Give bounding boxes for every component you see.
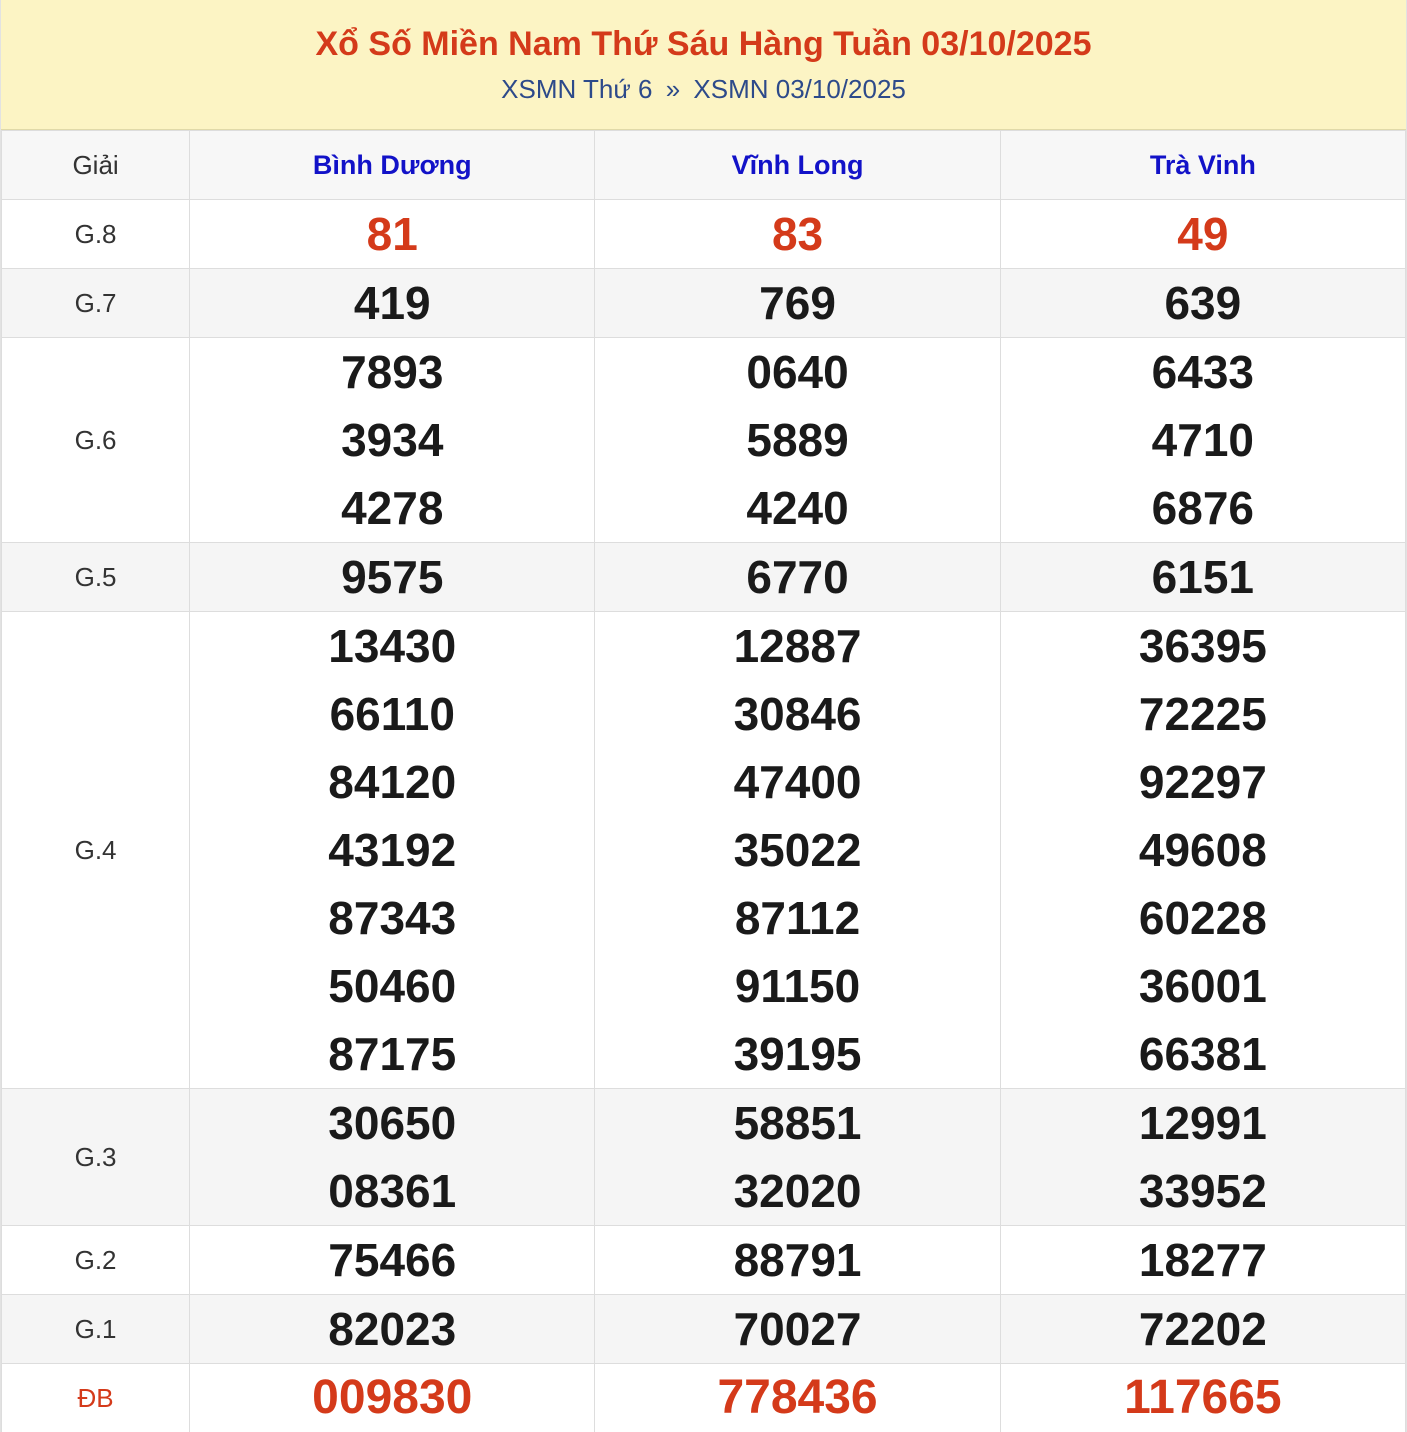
- breadcrumb-link-date[interactable]: XSMN 03/10/2025: [693, 74, 906, 104]
- prize-cell: [595, 543, 1000, 612]
- prize-cell: [595, 269, 1000, 338]
- prize-cell: [595, 338, 1000, 543]
- prize-cell: [595, 612, 1000, 1089]
- prize-cell: [190, 1226, 595, 1295]
- prize-cell: [1000, 612, 1405, 1089]
- prize-number: 117665: [1124, 1371, 1282, 1424]
- prize-number: 778436: [717, 1371, 878, 1424]
- prize-cell: [1000, 200, 1405, 269]
- prize-number: 75466: [328, 1234, 457, 1286]
- province-header[interactable]: Bình Dương: [190, 131, 595, 200]
- prize-number: 87343: [328, 892, 457, 944]
- prize-number: 60228: [1138, 892, 1267, 944]
- prize-label: G.5: [2, 543, 190, 612]
- prize-number: 3934: [341, 414, 444, 466]
- table-row: [2, 1295, 1406, 1364]
- prize-label: G.6: [2, 338, 190, 543]
- prize-number: 39195: [733, 1028, 862, 1080]
- table-row: [2, 543, 1406, 612]
- prize-number: 009830: [312, 1371, 473, 1424]
- prize-number: 66110: [329, 688, 455, 740]
- prize-number: 66381: [1138, 1028, 1267, 1080]
- prize-label: G.3: [2, 1089, 190, 1226]
- table-row: [2, 612, 1406, 1089]
- prize-number: 6151: [1151, 551, 1255, 603]
- prize-label: G.2: [2, 1226, 190, 1295]
- prize-label: G.4: [2, 612, 190, 1089]
- table-row: [2, 1364, 1406, 1432]
- prize-number: 72225: [1138, 688, 1267, 740]
- prize-cell: [595, 1089, 1000, 1226]
- prize-number: 49608: [1138, 824, 1267, 876]
- prize-cell: [1000, 1089, 1405, 1226]
- prize-number: 08361: [328, 1165, 457, 1217]
- prize-number: 58851: [733, 1097, 862, 1149]
- table-row: [2, 338, 1406, 543]
- prize-label: G.7: [2, 269, 190, 338]
- table-row: [2, 1089, 1406, 1226]
- prize-cell: [595, 1364, 1000, 1432]
- prize-label: G.8: [2, 200, 190, 269]
- table-row: [2, 200, 1406, 269]
- prize-cell: [595, 1295, 1000, 1364]
- prize-cell: [190, 1089, 595, 1226]
- table-row: [2, 269, 1406, 338]
- results-header: [1, 0, 1406, 130]
- prize-cell: [595, 1226, 1000, 1295]
- prize-cell: [1000, 1226, 1405, 1295]
- prize-number: 4710: [1151, 414, 1255, 466]
- prize-number: 4240: [746, 482, 849, 534]
- prize-number: 70027: [733, 1303, 862, 1355]
- prize-number: 9575: [341, 551, 444, 603]
- prize-number: 49: [1177, 208, 1229, 260]
- prize-number: 87112: [734, 892, 861, 944]
- prize-column-header: Giải: [2, 131, 190, 200]
- results-table: [1, 130, 1406, 1432]
- prize-number: 5889: [746, 414, 849, 466]
- prize-number: 91150: [734, 960, 861, 1012]
- prize-number: 35022: [733, 824, 862, 876]
- prize-number: 84120: [328, 756, 457, 808]
- prize-number: 12991: [1138, 1097, 1267, 1149]
- prize-number: 18277: [1138, 1234, 1267, 1286]
- prize-number: 0640: [746, 346, 849, 398]
- prize-cell: [190, 1295, 595, 1364]
- prize-number: 13430: [328, 620, 457, 672]
- prize-number: 6433: [1151, 346, 1255, 398]
- prize-cell: [1000, 543, 1405, 612]
- page-title: Xổ Số Miền Nam Thứ Sáu Hàng Tuần 03/10/2025: [315, 25, 1092, 63]
- province-header[interactable]: Vĩnh Long: [595, 131, 1000, 200]
- prize-number: 92297: [1138, 756, 1267, 808]
- breadcrumb: [1, 74, 1406, 104]
- prize-number: 83: [771, 208, 824, 260]
- prize-number: 6876: [1151, 482, 1255, 534]
- prize-number: 43192: [328, 824, 457, 876]
- prize-number: 30650: [328, 1097, 457, 1149]
- prize-cell: [1000, 338, 1405, 543]
- prize-number: 32020: [733, 1165, 862, 1217]
- prize-number: 72202: [1138, 1303, 1267, 1355]
- breadcrumb-separator: »: [665, 74, 681, 104]
- prize-cell: [595, 200, 1000, 269]
- prize-cell: [1000, 269, 1405, 338]
- prize-number: 47400: [733, 756, 862, 808]
- prize-number: 36395: [1138, 620, 1267, 672]
- prize-number: 33952: [1138, 1165, 1267, 1217]
- prize-cell: [190, 612, 595, 1089]
- prize-number: 36001: [1138, 960, 1267, 1012]
- breadcrumb-link-weekday[interactable]: XSMN Thứ 6: [501, 74, 653, 104]
- table-row: [2, 1226, 1406, 1295]
- prize-number: 82023: [328, 1303, 457, 1355]
- prize-number: 4278: [341, 482, 444, 534]
- prize-number: 30846: [733, 688, 862, 740]
- prize-number: 12887: [733, 620, 862, 672]
- prize-number: 639: [1164, 277, 1242, 329]
- prize-number: 87175: [328, 1028, 457, 1080]
- prize-number: 7893: [341, 346, 444, 398]
- prize-number: 6770: [746, 551, 849, 603]
- prize-number: 81: [366, 208, 418, 260]
- prize-cell: [1000, 1364, 1405, 1432]
- prize-cell: [1000, 1295, 1405, 1364]
- prize-cell: [190, 338, 595, 543]
- prize-cell: [190, 200, 595, 269]
- prize-cell: [190, 1364, 595, 1432]
- prize-cell: [190, 269, 595, 338]
- table-header-row: [2, 131, 1406, 200]
- prize-number: 419: [353, 277, 431, 329]
- prize-label: G.1: [2, 1295, 190, 1364]
- prize-number: 88791: [733, 1234, 862, 1286]
- prize-number: 769: [759, 277, 836, 329]
- prize-label: ĐB: [2, 1364, 190, 1432]
- prize-number: 50460: [328, 960, 457, 1012]
- prize-table-body: [2, 200, 1406, 1432]
- prize-cell: [190, 543, 595, 612]
- province-header[interactable]: Trà Vinh: [1000, 131, 1405, 200]
